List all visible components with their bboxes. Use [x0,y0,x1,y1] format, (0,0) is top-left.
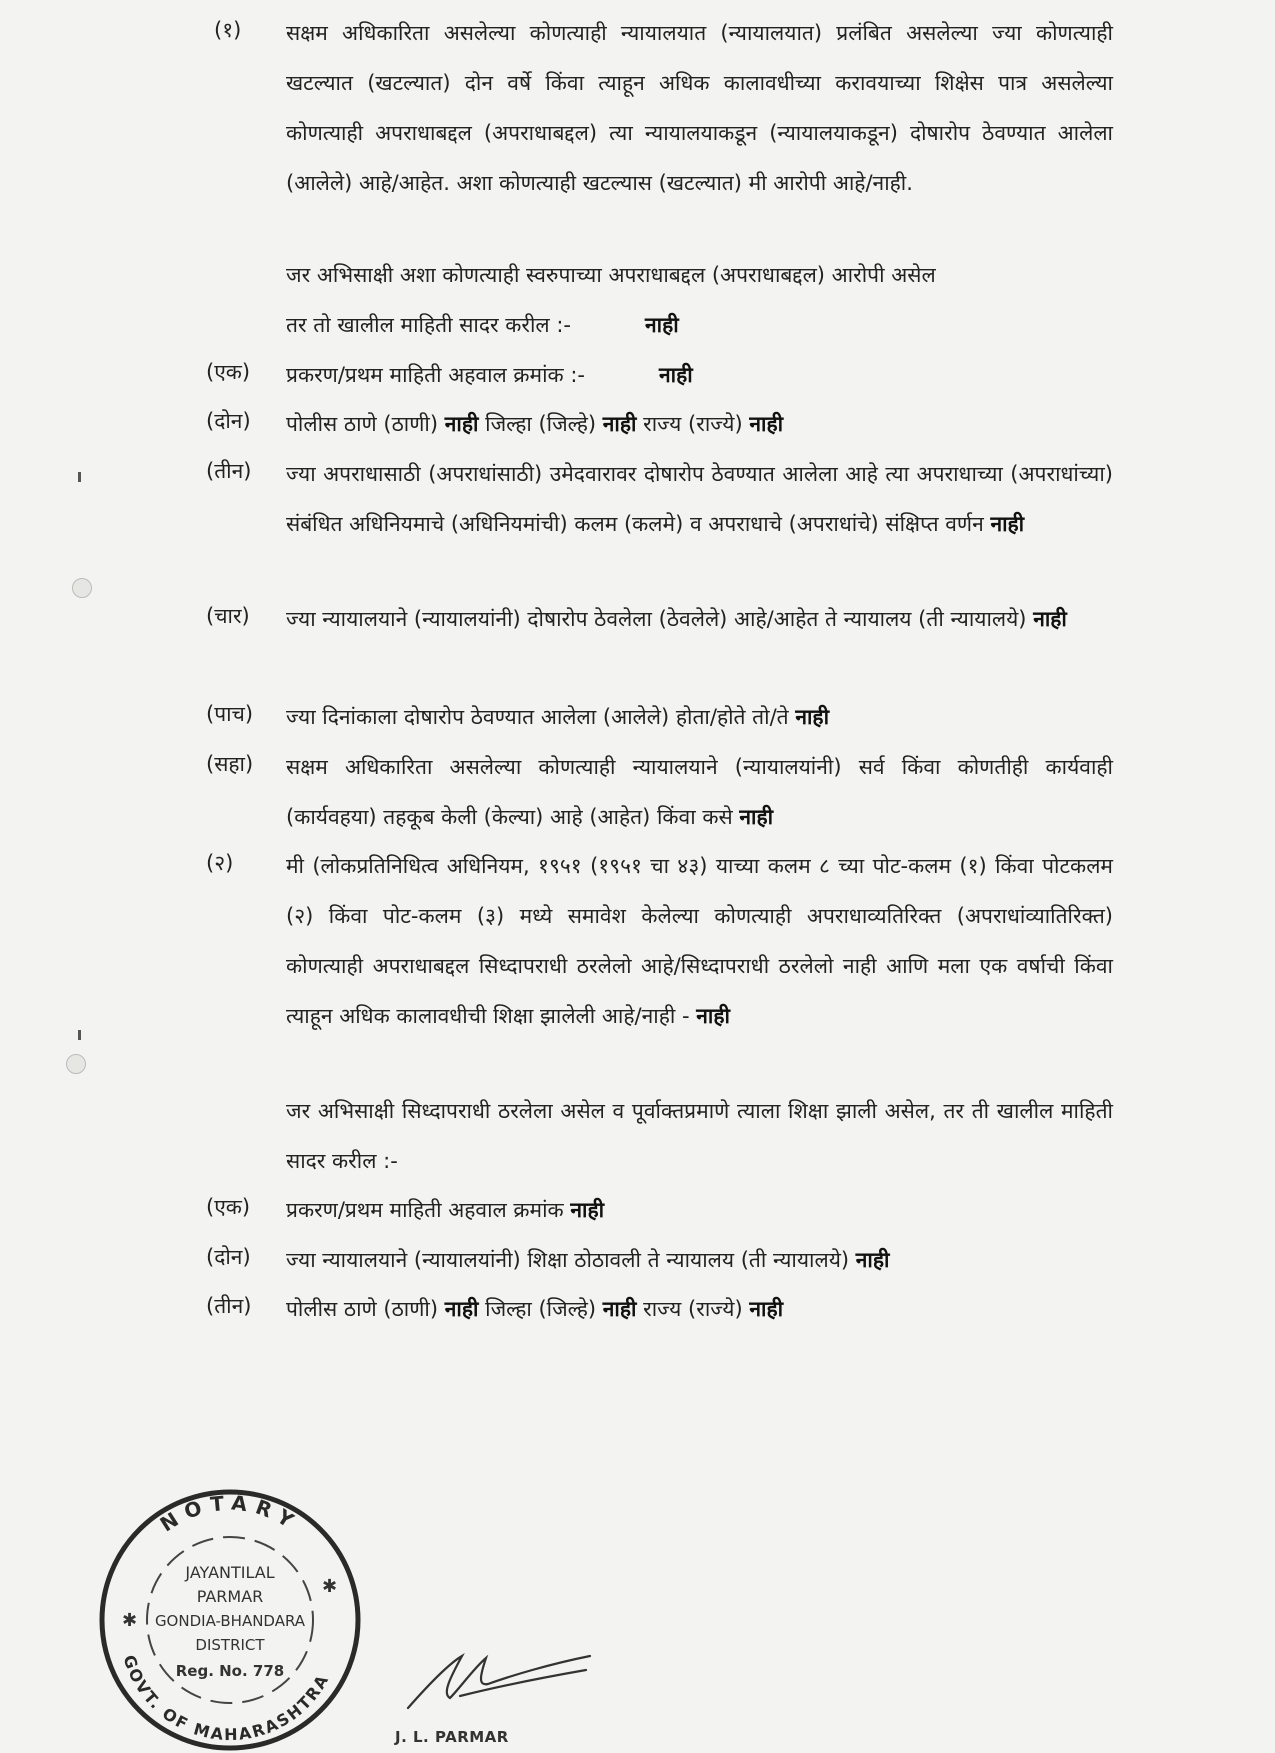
scan-speck [78,1030,81,1040]
item-text: ज्या अपराधासाठी (अपराधांसाठी) उमेदवारावर दोषारोप ठेवण्यात आलेला आहे त्या अपराधाच्या (अपराधांच्या) संबंधित अधिनियमाचे (अधिनियमांची) कलम (कलमे) व अपराधाचे (अपराधांचे) संक्षिप्त वर्णन [286,462,1113,536]
item-label: (एक) [206,1195,251,1219]
stamp-top-text: NOTARY [155,1490,305,1537]
answer-value: नाही [644,313,679,337]
item-text: ज्या न्यायालयाने (न्यायालयांनी) दोषारोप ठेवलेला (ठेवलेले) आहे/आहेत ते न्यायालय (ती न्यायालये) [286,607,1027,631]
punch-hole [72,578,92,598]
section-1-para: सक्षम अधिकारिता असलेल्या कोणत्याही न्यायालयात (न्यायालयात) प्रलंबित असलेल्या ज्या कोणत्याही खटल्यात (खटल्यात) दोन वर्षे किंवा त्याहून अधिक कालावधीच्या करावयाच्या शिक्षेस पात्र असलेल्या कोणत्याही अपराधाबद्दल (अपराधाबद्दल) त्या न्यायालयाकडून (न्यायालयाकडून) दोषारोप ठेवण्यात आलेला (आलेले) आहे/आहेत. अशा कोणत्याही खटल्यास (खटल्यात) मी आरोपी आहे/नाही. [286,21,1113,195]
item-text: प्रकरण/प्रथम माहिती अहवाल क्रमांक :- [286,363,586,387]
answer-value: नाही [739,805,774,829]
item-text: प्रकरण/प्रथम माहिती अहवाल क्रमांक [286,1198,564,1222]
stamp-star-right-icon: ✱ [322,1576,338,1597]
answer-value: नाही [795,705,830,729]
answer-value: नाही [444,412,479,436]
state-label: राज्य (राज्ये) [643,1297,743,1321]
item-text: ज्या न्यायालयाने (न्यायालयांनी) शिक्षा ठोठावली ते न्यायालय (ती न्यायालये) [286,1248,850,1272]
punch-hole [66,1054,86,1074]
item-label: (सहा) [206,752,254,776]
answer-value: नाही [855,1248,890,1272]
police-station-label: पोलीस ठाणे (ठाणी) [286,1297,439,1321]
notary-stamp [80,1460,380,1753]
stamp-bottom-text: GOVT. OF MAHARASHTRA [119,1652,333,1745]
item-label: (दोन) [206,409,251,433]
police-station-label: पोलीस ठाणे (ठाणी) [286,412,439,436]
condition-text: जर अभिसाक्षी सिध्दापराधी ठरलेला असेल व पूर्वाक्तप्रमाणे त्याला शिक्षा झाली असेल, तर ती खालील माहिती सादर करील :- [286,1099,1113,1173]
item-text: सक्षम अधिकारिता असलेल्या कोणत्याही न्यायालयाने (न्यायालयांनी) सर्व किंवा कोणतीही कार्यवाही (कार्यवहया) तहकूब केली (केल्या) आहे (आहेत) किंवा कसे [286,755,1113,829]
answer-value: नाही [602,1297,637,1321]
stamp-line-2: PARMAR [196,1587,264,1606]
item-label: (पाच) [206,702,254,726]
district-label: जिल्हा (जिल्हे) [485,412,597,436]
answer-value: नाही [570,1198,605,1222]
stamp-line-4: DISTRICT [195,1636,265,1654]
answer-value: नाही [1033,607,1067,631]
stamp-line-1: JAYANTILAL [185,1563,275,1582]
item-label: (दोन) [206,1245,251,1269]
answer-value: नाही [659,363,693,387]
stamp-star-left-icon: ✱ [122,1610,138,1631]
answer-value: नाही [749,412,784,436]
answer-value: नाही [990,512,1025,536]
answer-value: नाही [749,1297,784,1321]
item-label: (एक) [206,360,251,384]
item-text: ज्या दिनांकाला दोषारोप ठेवण्यात आलेला (आलेले) होता/होते तो/ते [286,705,789,729]
section-2-para: मी (लोकप्रतिनिधित्व अधिनियम, १९५१ (१९५१ चा ४३) याच्या कलम ८ च्या पोट-कलम (१) किंवा पोटकलम (२) किंवा पोट-कलम (३) मध्ये समावेश केलेल्या कोणत्याही अपराधाव्यतिरिक्त (अपराधांव्यातिरिक्त) कोणत्याही अपराधाबद्दल सिध्दापराधी ठरलेलो आहे/सिध्दापराधी ठरलेलो नाही आणि मला एक वर्षाची किंवा त्याहून अधिक कालावधीची शिक्षा झालेली आहे/नाही - [286,854,1113,1028]
item-label: (तीन) [206,1294,252,1318]
answer-value: नाही [602,412,637,436]
scan-speck [78,472,81,482]
condition-line1: जर अभिसाक्षी अशा कोणत्याही स्वरुपाच्या अपराधाबद्दल (अपराधाबद्दल) आरोपी असेल [286,263,936,287]
section-2-label: (२) [206,851,234,875]
signatory-name: J. L. PARMAR [395,1728,509,1746]
stamp-line-3: GONDIA-BHANDARA [154,1612,306,1630]
answer-value: नाही [444,1297,479,1321]
item-label: (तीन) [206,459,252,483]
district-label: जिल्हा (जिल्हे) [485,1297,597,1321]
signature [390,1628,610,1718]
section-1-label: (१) [214,18,242,42]
stamp-line-5: Reg. No. 778 [175,1662,285,1680]
answer-value: नाही [696,1004,730,1028]
condition-line2: तर तो खालील माहिती सादर करील :- [286,313,571,337]
item-label: (चार) [206,604,250,628]
signature-stroke [408,1656,590,1708]
state-label: राज्य (राज्ये) [643,412,743,436]
